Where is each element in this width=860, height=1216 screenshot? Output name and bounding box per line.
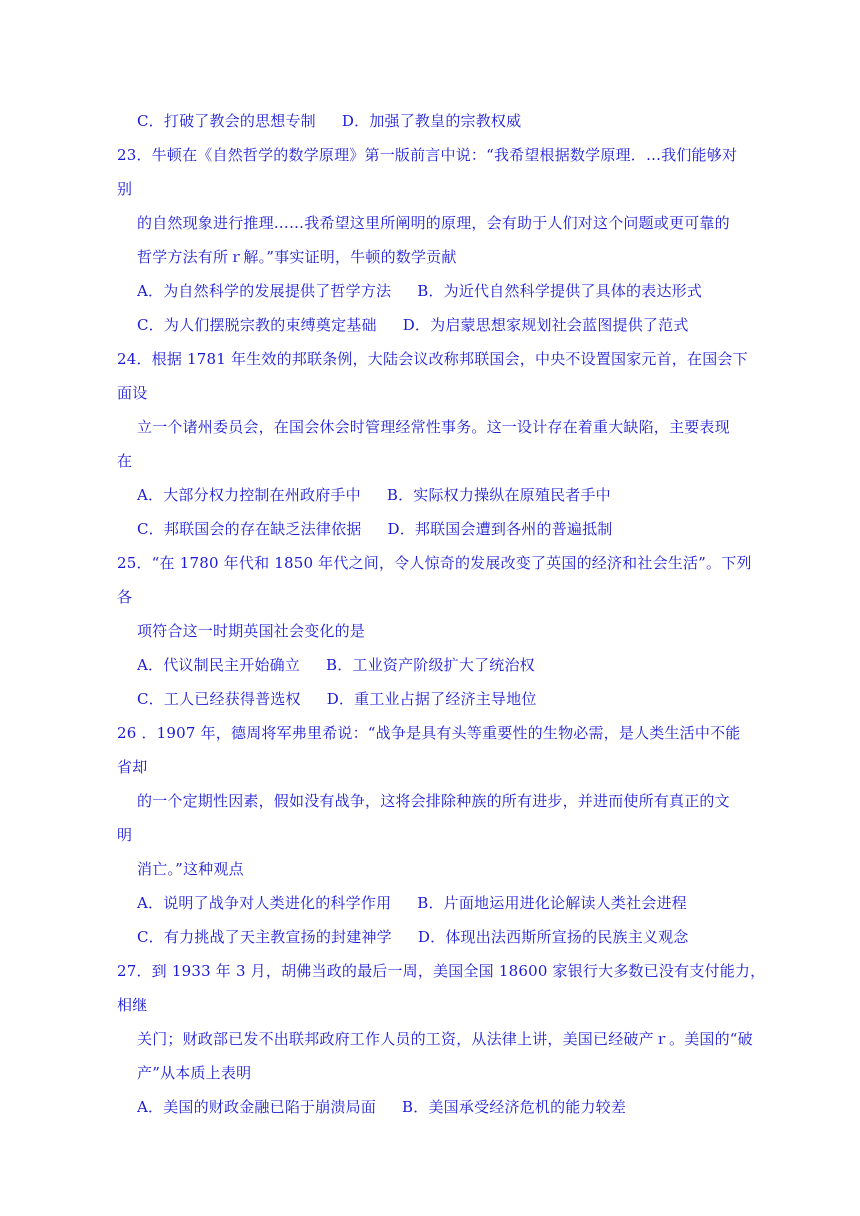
question-25-stem-line: 项符合这一时期英国社会变化的是 (137, 622, 366, 640)
option-b: B．实际权力操纵在原殖民者手中 (386, 486, 611, 504)
question-27-stem-line: 27．到 1933 年 3 月，胡佛当政的最后一周，美国全国 18600 家银行大多数已没有支付能力， (117, 962, 766, 980)
option-row (137, 689, 537, 709)
question-24-stem-line: 在 (117, 452, 133, 470)
option-a: A．为自然科学的发展提供了哲学方法 (137, 282, 392, 300)
option-a: A．大部分权力控制在州政府手中 (137, 486, 361, 504)
question-24-stem-line: 立一个诸州委员会，在国会休会时管理经常性事务。这一设计存在着重大缺陷，主要表现 (137, 418, 730, 436)
option-d: D．为启蒙思想家规划社会蓝图提供了范式 (402, 316, 689, 334)
option-b: B．工业资产阶级扩大了统治权 (326, 656, 535, 674)
option-d: D．加强了教皇的宗教权威 (341, 112, 522, 130)
option-row (137, 315, 689, 335)
option-b: B．片面地运用进化论解读人类社会进程 (417, 894, 687, 912)
option-row (137, 485, 611, 505)
question-24-stem-line: 面设 (117, 384, 148, 402)
option-d: D．重工业占据了经济主导地位 (326, 690, 537, 708)
question-26-stem-line: 明 (117, 826, 133, 844)
question-26-stem-line: 消亡。”这种观点 (137, 860, 244, 878)
question-27-stem-line: 关门；财政部已发不出联邦政府工作人员的工资，从法律上讲，美国已经破产ｒ。美国的“破 (137, 1030, 753, 1048)
question-27-stem-line: 相继 (117, 996, 148, 1014)
question-27-stem-line: 产”从本质上表明 (137, 1064, 252, 1082)
option-d: D．体现出法西斯所宣扬的民族主义观念 (417, 928, 689, 946)
option-b: B．美国承受经济危机的能力较差 (402, 1098, 627, 1116)
option-c: C．有力挑战了天主教宣扬的封建神学 (137, 928, 392, 946)
option-a: A．美国的财政金融已陷于崩溃局面 (137, 1098, 377, 1116)
question-23-stem-line: 的自然现象进行推理……我希望这里所阐明的原理，会有助于人们对这个问题或更可靠的 (137, 214, 730, 232)
option-a: A．说明了战争对人类进化的科学作用 (137, 894, 392, 912)
option-c: C．工人已经获得普选权 (137, 690, 301, 708)
option-row (137, 927, 689, 947)
question-26-stem-line: 省却 (117, 758, 148, 776)
question-26-stem-line: 26 ．1907 年，德周将军弗里希说：“战争是具有头等重要性的生物必需，是人类生活中不能 (117, 724, 741, 742)
option-c: C．邦联国会的存在缺乏法律依据 (137, 520, 362, 538)
option-a: A．代议制民主开始确立 (137, 656, 301, 674)
option-row (137, 519, 613, 539)
question-23-stem-line: 哲学方法有所ｒ解。”事实证明，牛顿的数学贡献 (137, 248, 457, 266)
option-row (137, 655, 535, 675)
option-c: C．打破了教会的思想专制 (137, 112, 316, 130)
option-row (137, 893, 687, 913)
question-25-stem-line: 各 (117, 588, 133, 606)
option-d: D．邦联国会遭到各州的普遍抵制 (387, 520, 613, 538)
option-row (137, 1097, 626, 1117)
question-26-stem-line: 的一个定期性因素，假如没有战争，这将会排除种族的所有进步，并进而使所有真正的文 (137, 792, 730, 810)
question-23-stem-line: 别 (117, 180, 133, 198)
question-24-stem-line: 24．根据 1781 年生效的邦联条例，大陆会议改称邦联国会，中央不设置国家元首，在国会下 (117, 350, 748, 368)
option-row (137, 111, 521, 131)
question-25-stem-line: 25．“在 1780 年代和 1850 年代之间，令人惊奇的发展改变了英国的经济和社会生活”。下列 (117, 554, 752, 572)
option-b: B．为近代自然科学提供了具体的表达形式 (417, 282, 703, 300)
option-row (137, 281, 702, 301)
option-c: C．为人们摆脱宗教的束缚奠定基础 (137, 316, 377, 334)
question-23-stem-line: 23．牛顿在《自然哲学的数学原理》第一版前言中说：“我希望根据数学原理．…我们能够对 (117, 146, 738, 164)
